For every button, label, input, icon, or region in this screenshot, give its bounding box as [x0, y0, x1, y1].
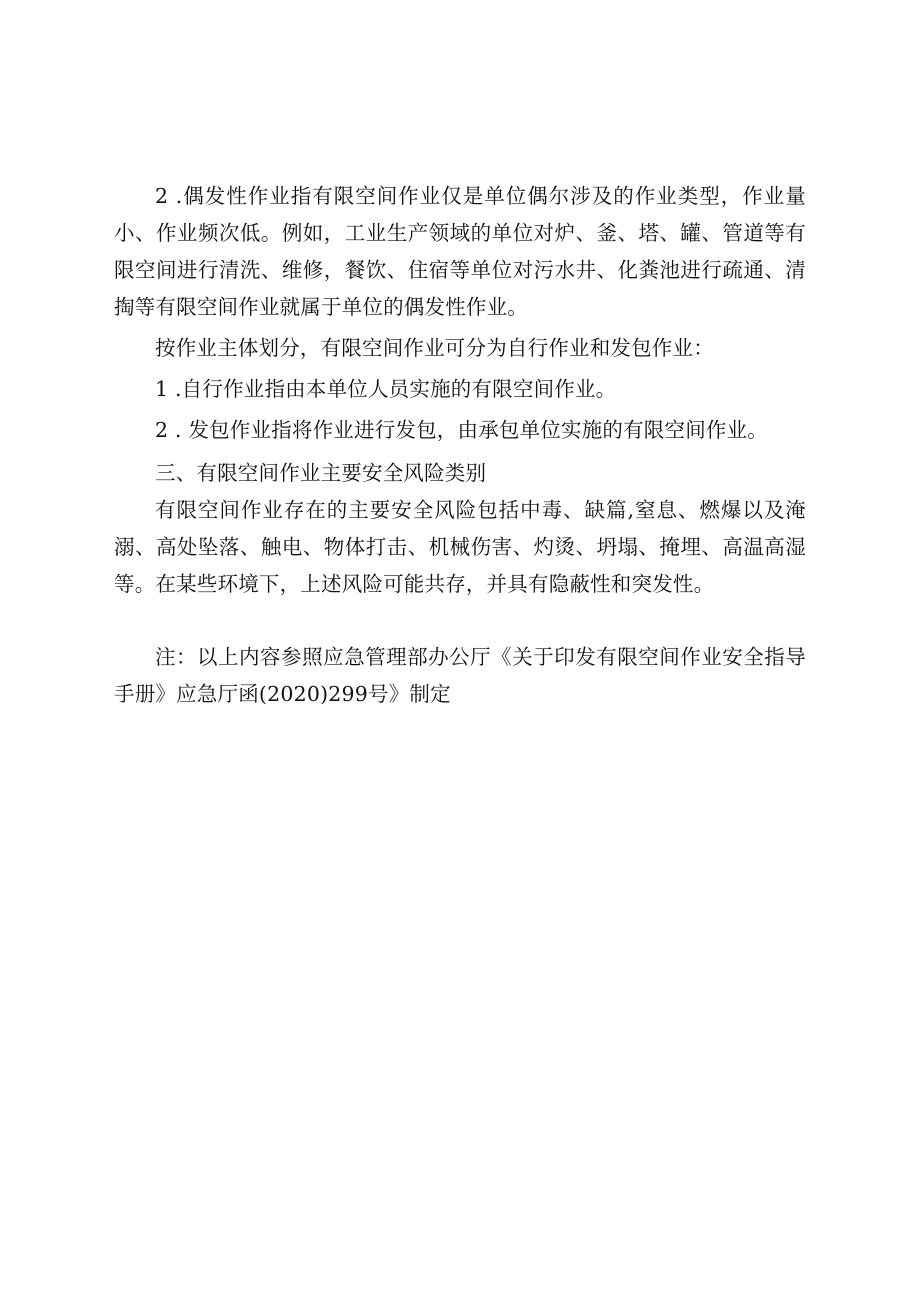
section-heading-risks: 三、有限空间作业主要安全风险类别	[155, 461, 487, 485]
paragraph-self-operation: 1 .自行作业指由本单位人员实施的有限空间作业。	[155, 377, 617, 401]
paragraph-contract-operation: 2 . 发包作业指将作业进行发包，由承包单位实施的有限空间作业。	[155, 418, 768, 442]
paragraph-risk-types: 有限空间作业存在的主要安全风险包括中毒、缺篇,窒息、燃爆以及淹溺、高处坠落、触电、物体打击、机械伤害、灼烫、坍塌、掩埋、高温高湿等。在某些环境下，上述风险可能共存，并具有隐蔽性和突发性。	[114, 498, 806, 596]
paragraph-by-subject: 按作业主体划分，有限空间作业可分为自行作业和发包作业：	[155, 336, 714, 360]
note-reference: 注：以上内容参照应急管理部办公厅《关于印发有限空间作业安全指导手册》应急厅函(2020)299号》制定	[114, 645, 806, 706]
document-page	[114, 178, 806, 713]
paragraph-occasional-work: 2 .偶发性作业指有限空间作业仅是单位偶尔涉及的作业类型，作业量小、作业频次低。例如，工业生产领域的单位对炉、釜、塔、罐、管道等有限空间进行清洗、维修，餐饮、住宿等单位对污水井、化粪池进行疏通、清掏等有限空间作业就属于单位的偶发性作业。	[114, 184, 806, 319]
